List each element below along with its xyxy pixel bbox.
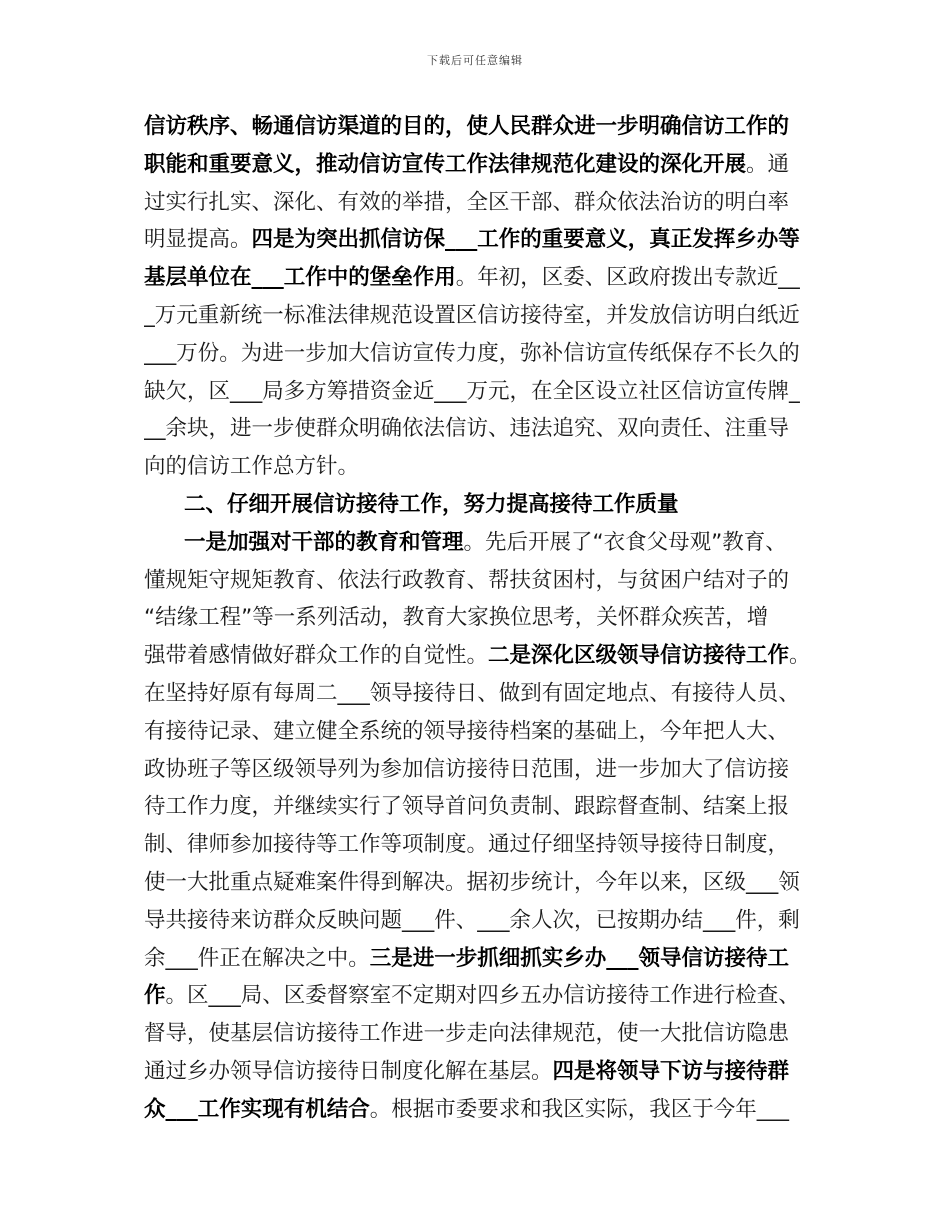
text-line [144,792,824,822]
text-segment: 导共接待来访群众反映问题___件、___余人次，已按期办结___件，剩 [144,907,800,933]
text-line [144,339,824,369]
text-line [144,906,824,936]
bold-text-segment: 二、仔细开展信访接待工作，努力提高接待工作质量 [184,492,679,517]
text-line [144,452,824,482]
bold-text-segment: 众___工作实现有机结合 [144,1096,370,1122]
bold-text-segment: 职能和重要意义，推动信访宣传工作法律规范化建设的深化开展 [144,151,747,177]
text-segment: 待工作力度，并继续实行了领导首问负责制、跟踪督查制、结案上报 [144,794,790,820]
text-line [144,679,824,709]
text-segment: 。 [789,643,811,669]
text-segment: 懂规矩守规矩教育、依法行政教育、帮扶贫困村，与贫困户结对子的 [144,567,790,593]
text-line [144,263,824,293]
bold-text-segment: 作 [144,983,166,1009]
text-line [144,603,824,633]
text-line [184,528,824,558]
text-line [144,150,824,180]
text-line [144,414,824,444]
text-segment: 强带着感情做好群众工作的自觉性。 [144,643,489,669]
text-segment: 过实行扎实、深化、有效的举措，全区干部、群众依法治访的明白率 [144,189,790,215]
text-segment: 通过乡办领导信访接待日制度化解在基层。 [144,1059,553,1084]
text-segment: ___万份。为进一步加大信访宣传力度，弥补信访宣传纸保存不长久的 [144,340,800,366]
text-segment: 缺欠，区___局多方筹措资金近___万元，在全区设立社区信访宣传牌_ [144,378,800,404]
text-segment: 。区___局、区委督察室不定期对四乡五办信访接待工作进行检查、 [165,983,800,1009]
text-segment: 向的信访工作总方针。 [144,454,360,480]
text-segment: 。通 [746,151,790,177]
text-line [144,944,824,974]
text-line [144,830,824,860]
bold-text-segment: 四是为突出抓信访保___工作的重要意义，真正发挥乡办等 [251,227,800,253]
text-line [144,717,824,747]
text-line [144,1057,824,1087]
text-segment: 。先后开展了“衣食父母观”教育、 [463,529,787,555]
text-segment: __余块，进一步使群众明确依法信访、违法追究、双向责任、注重导 [144,416,790,442]
text-segment: 使一大批重点疑难案件得到解决。据初步统计，今年以来，区级___领 [144,870,800,895]
text-line [144,112,824,142]
text-line [144,641,824,671]
text-segment: 政协班子等区级领导列为参加信访接待日范围，进一步加大了信访接 [144,756,790,782]
text-segment: 有接待记录、建立健全系统的领导接待档案的基础上，今年把人大、 [144,718,790,744]
text-line [144,377,824,407]
text-line [144,566,824,596]
bold-text-segment: 信访秩序、畅通信访渠道的目的，使人民群众进一步明确信访工作的 [144,114,790,139]
page-header: 下载后可任意编辑 [427,54,523,67]
text-line [144,868,824,898]
text-segment: 在坚持好原有每周二___领导接待日、做到有固定地点、有接待人员、 [144,681,800,706]
text-segment: “结缘工程”等一系列活动，教育大家换位思考，关怀群众疾苦，增 [144,605,769,631]
bold-text-segment: 四是将领导下访与接待群 [552,1059,790,1084]
text-line [144,755,824,785]
text-line [184,490,824,520]
text-segment: _万元重新统一标准法律规范设置区信访接待室，并发放信访明白纸近 [144,303,800,328]
bold-text-segment: 一是加强对干部的教育和管理 [184,529,464,555]
text-segment: 。根据市委要求和我区实际，我区于今年___ [369,1096,790,1122]
text-segment: 明显提高。 [144,227,252,253]
text-segment: 。年初，区委、区政府拨出专款近__ [455,265,800,291]
text-segment: 余___件正在解决之中。 [144,945,370,971]
text-segment: 督导，使基层信访接待工作进一步走向法律规范，使一大批信访隐患 [144,1021,790,1047]
text-line [144,1019,824,1049]
bold-text-segment: 基层单位在___工作中的堡垒作用 [144,265,456,291]
bold-text-segment: 三是进一步抓细抓实乡办___领导信访接待工 [369,945,790,971]
text-line [144,225,824,255]
text-line [144,981,824,1011]
text-segment: 制、律师参加接待等工作等项制度。通过仔细坚持领导接待日制度， [144,832,790,858]
text-line [144,188,824,218]
text-line [144,301,824,331]
text-line [144,1095,824,1125]
bold-text-segment: 二是深化区级领导信访接待工作 [488,643,790,669]
